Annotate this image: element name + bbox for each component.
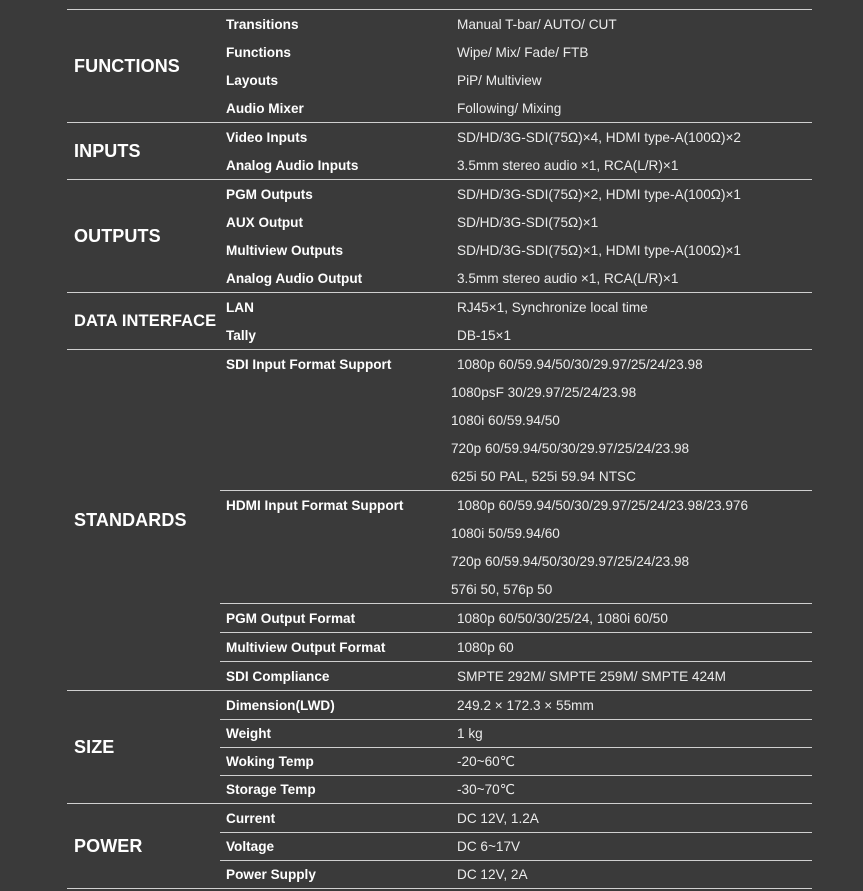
spec-row: [220, 604, 812, 632]
spec-value: 249.2 × 172.3 × 55mm: [457, 697, 594, 713]
spec-value: 1080psF 30/29.97/25/24/23.98: [451, 384, 637, 400]
spec-value: SD/HD/3G-SDI(75Ω)×1, HDMI type-A(100Ω)×1: [457, 242, 741, 258]
spec-row: [220, 719, 812, 747]
spec-row: [220, 151, 812, 179]
spec-row: [220, 94, 812, 122]
spec-value: -20~60℃: [457, 753, 515, 769]
spec-label: Layouts: [226, 72, 279, 88]
spec-label: Functions: [226, 44, 291, 60]
spec-value: 1080i 50/59.94/60: [451, 525, 560, 541]
spec-value: SD/HD/3G-SDI(75Ω)×4, HDMI type-A(100Ω)×2: [457, 129, 741, 145]
spec-row: [220, 434, 812, 462]
spec-row: [220, 378, 812, 406]
section-functions: [67, 10, 812, 123]
spec-row: [220, 662, 812, 690]
section-title: FUNCTIONS: [74, 55, 180, 76]
spec-row: [220, 491, 812, 519]
section-title: POWER: [74, 835, 143, 856]
spec-group-sdi-compliance: [220, 661, 812, 690]
section-outputs: [67, 180, 812, 293]
spec-value: 1080p 60: [457, 639, 514, 655]
spec-label: Audio Mixer: [226, 100, 304, 116]
spec-value: DC 12V, 1.2A: [457, 810, 539, 826]
spec-row: [220, 38, 812, 66]
spec-value: RJ45×1, Synchronize local time: [457, 299, 648, 315]
spec-row: [220, 860, 812, 888]
spec-value: -30~70℃: [457, 781, 515, 797]
spec-value: 3.5mm stereo audio ×1, RCA(L/R)×1: [457, 157, 679, 173]
spec-group-sdi-input: [220, 350, 812, 490]
spec-label: Dimension(LWD): [226, 697, 335, 713]
spec-row: [220, 691, 812, 719]
spec-value: 1 kg: [457, 726, 483, 741]
spec-value: 625i 50 PAL, 525i 59.94 NTSC: [451, 468, 636, 484]
spec-label: LAN: [226, 299, 254, 315]
spec-label: Transitions: [226, 16, 299, 32]
spec-row: [220, 775, 812, 803]
spec-value: Following/ Mixing: [457, 100, 562, 116]
spec-value: PiP/ Multiview: [457, 72, 542, 88]
spec-table: [67, 9, 812, 889]
section-standards: [67, 350, 812, 691]
spec-value: 576i 50, 576p 50: [451, 581, 553, 597]
spec-value: 1080p 60/59.94/50/30/29.97/25/24/23.98: [457, 356, 703, 372]
spec-value: Wipe/ Mix/ Fade/ FTB: [457, 44, 589, 60]
section-title: INPUTS: [74, 140, 141, 161]
spec-label: Woking Temp: [226, 754, 314, 769]
section-title: OUTPUTS: [74, 225, 161, 246]
spec-row: [220, 264, 812, 292]
spec-value: 1080p 60/59.94/50/30/29.97/25/24/23.98/23.976: [457, 497, 749, 513]
spec-row: [220, 293, 812, 321]
spec-label: PGM Output Format: [226, 610, 356, 626]
spec-group-hdmi-input: [220, 490, 812, 603]
spec-row: [220, 804, 812, 832]
section-power: [67, 804, 812, 889]
section-inputs: [67, 123, 812, 180]
spec-row: [220, 633, 812, 661]
spec-row: [220, 747, 812, 775]
spec-value: 1080i 60/59.94/50: [451, 412, 560, 428]
spec-label: Storage Temp: [226, 782, 316, 797]
spec-label: Multiview Outputs: [226, 242, 344, 258]
spec-value: 3.5mm stereo audio ×1, RCA(L/R)×1: [457, 270, 679, 286]
spec-value: Manual T-bar/ AUTO/ CUT: [457, 16, 617, 32]
spec-row: [220, 10, 812, 38]
spec-label: Power Supply: [226, 867, 316, 882]
spec-value: 720p 60/59.94/50/30/29.97/25/24/23.98: [451, 553, 690, 569]
spec-row: [220, 350, 812, 378]
spec-group-pgm-output: [220, 603, 812, 632]
spec-label: Tally: [226, 327, 256, 343]
section-title: DATA INTERFACE: [74, 311, 217, 330]
spec-label: SDI Input Format Support: [226, 356, 392, 372]
spec-row: [220, 547, 812, 575]
spec-label: Current: [226, 810, 276, 826]
section-size: [67, 691, 812, 804]
section-data-interface: [67, 293, 812, 350]
spec-label: Analog Audio Output: [226, 270, 363, 286]
spec-row: [220, 406, 812, 434]
spec-value: DC 12V, 2A: [457, 867, 528, 882]
spec-label: PGM Outputs: [226, 186, 313, 202]
spec-label: SDI Compliance: [226, 668, 330, 684]
spec-label: AUX Output: [226, 214, 304, 230]
spec-value: SMPTE 292M/ SMPTE 259M/ SMPTE 424M: [457, 668, 726, 684]
section-title: SIZE: [74, 736, 115, 757]
spec-label: Weight: [226, 726, 272, 741]
spec-label: Voltage: [226, 839, 275, 854]
spec-row: [220, 832, 812, 860]
spec-label: Analog Audio Inputs: [226, 157, 359, 173]
spec-row: [220, 519, 812, 547]
spec-row: [220, 123, 812, 151]
spec-row: [220, 236, 812, 264]
spec-value: DB-15×1: [457, 327, 512, 343]
spec-row: [220, 180, 812, 208]
spec-label: HDMI Input Format Support: [226, 497, 404, 513]
spec-value: 1080p 60/50/30/25/24, 1080i 60/50: [457, 610, 668, 626]
spec-value: 720p 60/59.94/50/30/29.97/25/24/23.98: [451, 440, 690, 456]
spec-group-multiview-output: [220, 632, 812, 661]
spec-row: [220, 321, 812, 349]
spec-label: Multiview Output Format: [226, 639, 386, 655]
spec-row: [220, 208, 812, 236]
spec-value: SD/HD/3G-SDI(75Ω)×2, HDMI type-A(100Ω)×1: [457, 186, 741, 202]
spec-row: [220, 66, 812, 94]
spec-row: [220, 462, 812, 490]
spec-row: [220, 575, 812, 603]
spec-label: Video Inputs: [226, 129, 308, 145]
spec-value: SD/HD/3G-SDI(75Ω)×1: [457, 214, 599, 230]
section-title: STANDARDS: [74, 509, 187, 530]
spec-value: DC 6~17V: [457, 839, 521, 854]
